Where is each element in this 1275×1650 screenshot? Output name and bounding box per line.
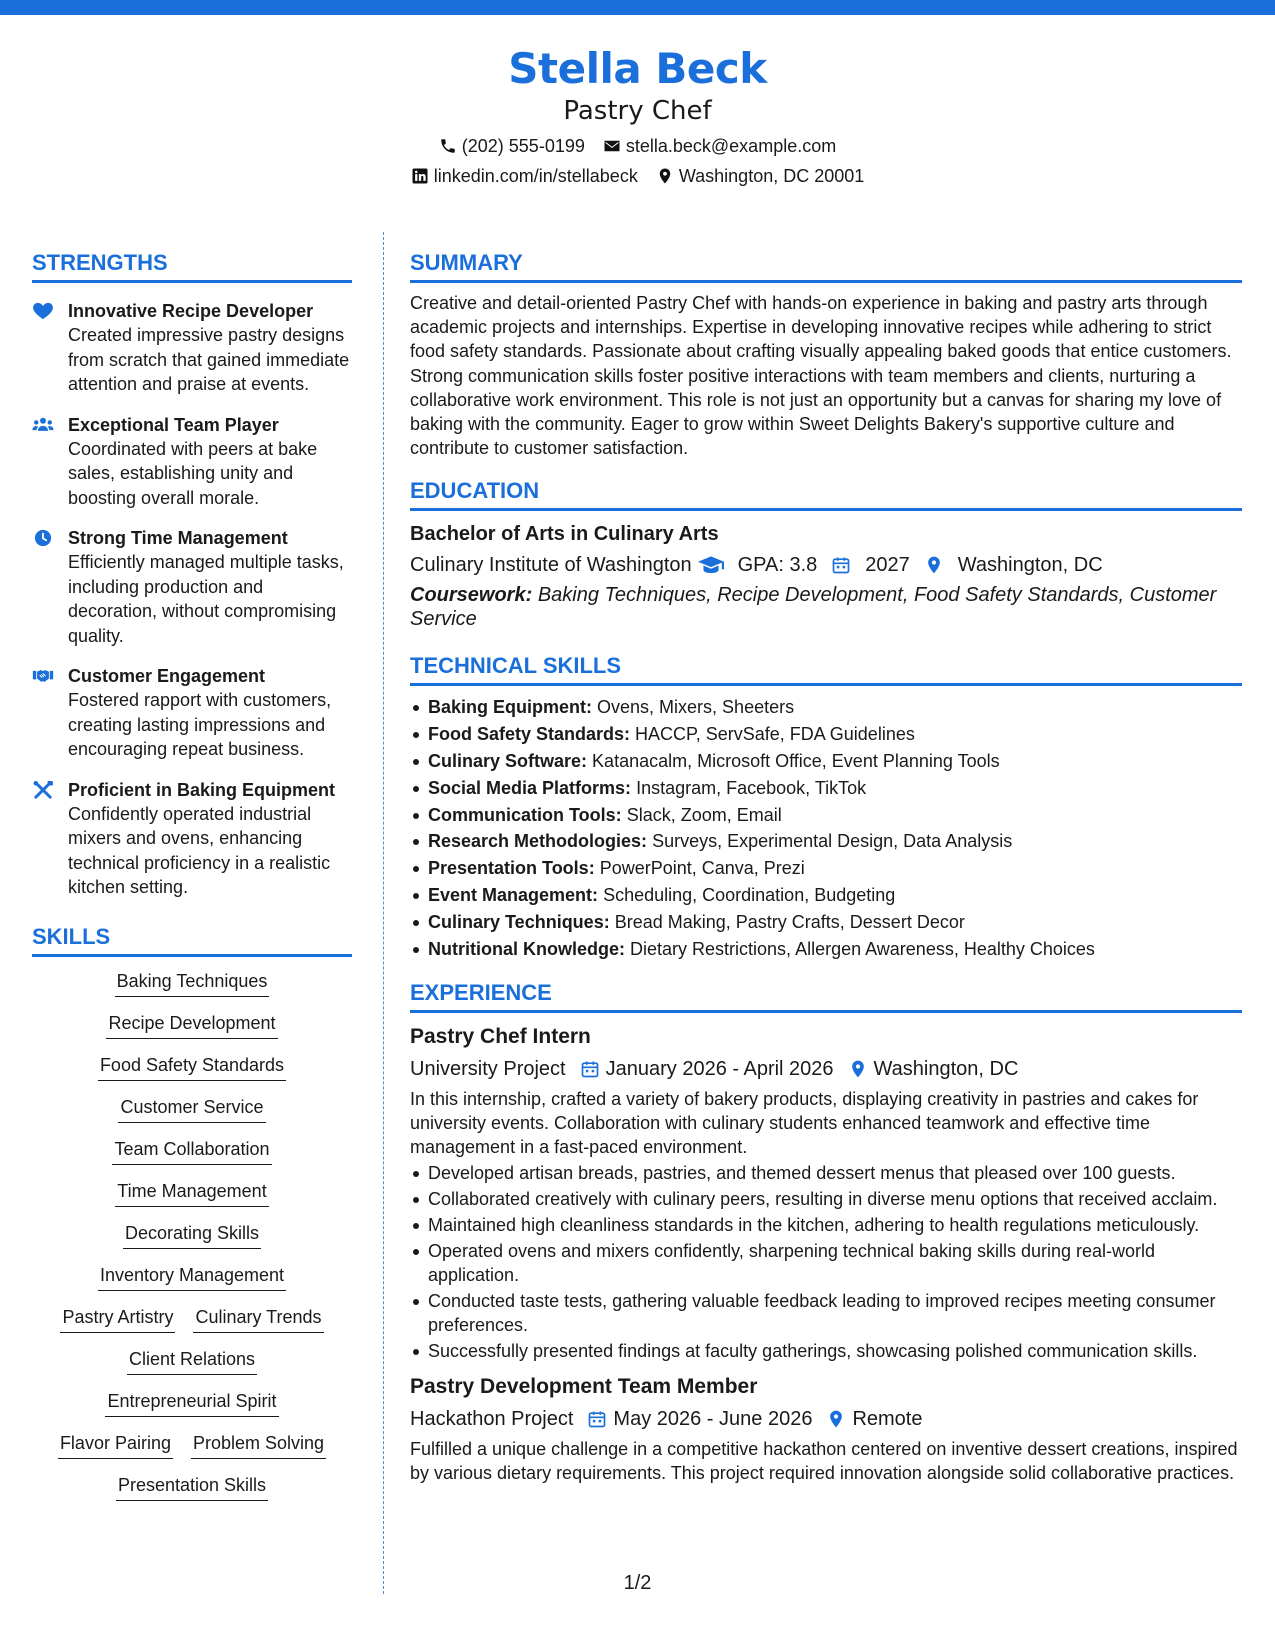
- linkedin-icon: [411, 167, 429, 185]
- gpa: [738, 551, 852, 579]
- skills-section: [32, 924, 352, 1515]
- strength-title: Exceptional Team Player: [68, 414, 279, 435]
- job-bullets: [410, 1161, 1242, 1363]
- strength-title: Strong Time Management: [68, 528, 288, 548]
- contact-row-2: [0, 164, 1275, 188]
- technical-skill-item: [410, 802, 1242, 829]
- job-description: In this internship, crafted a variety of bakery products, displaying creativity in pastries and cakes for university events. Collaboration with culinary students enhanced teamwork and effective time management in a fast-paced environment.: [410, 1089, 1199, 1158]
- technical-skill-label: Presentation Tools:: [428, 858, 595, 879]
- technical-skill-label: Culinary Techniques:: [428, 911, 610, 932]
- gpa-text: GPA: 3.8: [737, 554, 818, 577]
- job-dates-text: January 2026 - April 2026: [605, 1058, 834, 1081]
- skill-tag: Recipe Development: [106, 1011, 277, 1039]
- strength-title: Innovative Recipe Developer: [68, 301, 314, 321]
- technical-skill-value: PowerPoint, Canva, Prezi: [599, 858, 805, 879]
- contact-row-1: [0, 134, 1275, 158]
- job-org-text: University Project: [410, 1058, 566, 1081]
- skill-row: [115, 1179, 268, 1207]
- coursework: [410, 583, 1242, 631]
- skill-row: [123, 1221, 261, 1249]
- school-name: [410, 551, 724, 579]
- technical-skill-value: Dietary Restrictions, Allergen Awareness, Healthy Choices: [630, 938, 1095, 959]
- technical-skill-label: Culinary Software:: [428, 751, 588, 772]
- technical-skill-value: Katanacalm, Microsoft Office, Event Planning Tools: [592, 751, 1000, 772]
- calendar-icon: [831, 555, 851, 575]
- degree-title: Bachelor of Arts in Culinary Arts: [410, 523, 719, 546]
- job-org: [410, 1405, 573, 1433]
- strength-item: [32, 778, 352, 900]
- page-number: 1/2: [623, 1572, 652, 1594]
- skill-row: [115, 969, 270, 997]
- technical-skill-label: Nutritional Knowledge:: [428, 938, 625, 959]
- job-entry: [410, 1373, 1242, 1485]
- technical-skills-title: TECHNICAL SKILLS: [410, 653, 1242, 686]
- summary-section: [410, 250, 1242, 460]
- job-bullet: Conducted taste tests, gathering valuable feedback leading to improved recipes meeting consumer preferences.: [410, 1289, 1242, 1337]
- strength-title: Proficient in Baking Equipment: [68, 779, 336, 800]
- technical-skills-list: [410, 694, 1242, 962]
- technical-skill-item: [410, 775, 1242, 802]
- school-text: Culinary Institute of Washington: [410, 554, 692, 577]
- education-title: EDUCATION: [410, 478, 1242, 511]
- skill-row: [60, 1305, 323, 1333]
- skill-tag: Time Management: [115, 1179, 268, 1207]
- envelope-icon: [603, 137, 621, 155]
- job-meta: [410, 1405, 1242, 1433]
- map-pin-icon: [848, 1059, 868, 1079]
- skill-tag: Entrepreneurial Spirit: [105, 1389, 278, 1417]
- technical-skill-item: [410, 721, 1242, 748]
- skill-row: [106, 1011, 277, 1039]
- technical-skill-value: Instagram, Facebook, TikTok: [636, 777, 867, 798]
- technical-skill-label: Food Safety Standards:: [428, 724, 631, 745]
- location-text: Washington, DC 20001: [678, 166, 865, 186]
- job-bullet: Collaborated creatively with culinary peers, resulting in diverse menu options that received acclaim.: [410, 1187, 1242, 1211]
- strengths-title: STRENGTHS: [32, 250, 352, 283]
- job-org: [410, 1055, 566, 1083]
- skill-tag: Decorating Skills: [123, 1221, 261, 1249]
- technical-skill-value: Bread Making, Pastry Crafts, Dessert Decor: [614, 911, 965, 932]
- technical-skill-label: Communication Tools:: [428, 804, 622, 825]
- job-location: [848, 1055, 1019, 1083]
- education-location-text: Washington, DC: [957, 554, 1103, 577]
- job-title: Pastry Development Team Member: [410, 1375, 758, 1399]
- handshake-icon: [32, 667, 54, 685]
- strength-desc: Created impressive pastry designs from scratch that gained immediate attention and praise at events.: [68, 325, 350, 394]
- skill-row: [105, 1389, 278, 1417]
- skill-tag: Team Collaboration: [112, 1137, 271, 1165]
- skills-list: [32, 969, 352, 1515]
- skill-tag: Presentation Skills: [116, 1473, 268, 1501]
- skill-tag: Problem Solving: [191, 1431, 326, 1459]
- technical-skill-item: [410, 855, 1242, 882]
- strength-item: [32, 526, 352, 648]
- technical-skill-label: Baking Equipment:: [428, 697, 593, 718]
- strength-item: [32, 413, 352, 511]
- experience-title: EXPERIENCE: [410, 980, 1242, 1013]
- job-bullet: Maintained high cleanliness standards in the kitchen, adhering to health regulations meticulously.: [410, 1213, 1242, 1237]
- skill-row: [127, 1347, 257, 1375]
- map-pin-icon: [924, 555, 944, 575]
- phone-contact: [439, 134, 585, 158]
- technical-skill-value: Surveys, Experimental Design, Data Analysis: [652, 831, 1013, 852]
- graduation-year: [865, 551, 944, 579]
- technical-skill-value: Slack, Zoom, Email: [626, 804, 782, 825]
- technical-skill-label: Social Media Platforms:: [428, 777, 632, 798]
- left-column: [32, 250, 352, 1533]
- job-dates: [580, 1055, 834, 1083]
- technical-skill-label: Event Management:: [428, 885, 599, 905]
- skill-tag: Inventory Management: [98, 1263, 286, 1291]
- email-contact[interactable]: [603, 134, 836, 158]
- technical-skill-item: [410, 882, 1242, 909]
- phone-text: (202) 555-0199: [461, 136, 585, 156]
- strength-desc: Fostered rapport with customers, creating lasting impressions and encouraging repeat business.: [68, 690, 332, 759]
- phone-icon: [439, 137, 457, 155]
- clock-icon: [32, 529, 54, 547]
- column-divider: [383, 232, 384, 1594]
- location-contact: [656, 164, 864, 188]
- skill-tag: Culinary Trends: [193, 1305, 323, 1333]
- technical-skill-value: Ovens, Mixers, Sheeters: [597, 697, 795, 718]
- education-meta: [410, 551, 1242, 579]
- skills-title: SKILLS: [32, 924, 352, 957]
- skill-tag: Pastry Artistry: [60, 1305, 175, 1333]
- technical-skill-item: [410, 828, 1242, 855]
- linkedin-contact[interactable]: [411, 164, 638, 188]
- coursework-label: Coursework:: [410, 584, 533, 607]
- technical-skill-item: [410, 909, 1242, 936]
- job-title: Pastry Chef Intern: [410, 1025, 591, 1049]
- skill-tag: Client Relations: [127, 1347, 257, 1375]
- skill-tag: Flavor Pairing: [58, 1431, 173, 1459]
- job-bullet: Developed artisan breads, pastries, and themed dessert menus that pleased over 100 guests.: [410, 1161, 1242, 1185]
- skill-row: [112, 1137, 271, 1165]
- right-column: [410, 250, 1242, 1503]
- graduation-cap-icon: [698, 554, 724, 576]
- year-text: 2027: [865, 554, 910, 577]
- linkedin-text: linkedin.com/in/stellabeck: [433, 166, 638, 186]
- top-accent-bar: [0, 0, 1275, 15]
- technical-skill-value: HACCP, ServSafe, FDA Guidelines: [635, 724, 915, 745]
- technical-skill-value: Scheduling, Coordination, Budgeting: [603, 885, 896, 905]
- resume-header: [0, 44, 1275, 188]
- skill-row: [118, 1095, 265, 1123]
- job-location-text: Remote: [852, 1408, 923, 1431]
- technical-skills-section: [410, 653, 1242, 962]
- job-bullet: Successfully presented findings at faculty gatherings, showcasing polished communication skills.: [410, 1339, 1242, 1363]
- experience-section: [410, 980, 1242, 1485]
- strength-desc: Confidently operated industrial mixers and ovens, enhancing technical proficiency in a realistic kitchen setting.: [68, 803, 331, 897]
- candidate-role: Pastry Chef: [563, 96, 712, 126]
- job-location-text: Washington, DC: [873, 1058, 1019, 1081]
- technical-skill-label: Research Methodologies:: [428, 831, 648, 852]
- job-bullet: Operated ovens and mixers confidently, sharpening technical baking skills during real-world application.: [410, 1239, 1242, 1287]
- job-org-text: Hackathon Project: [410, 1408, 574, 1431]
- coursework-text: Baking Techniques, Recipe Development, Food Safety Standards, Customer Service: [410, 584, 1217, 631]
- summary-text: Creative and detail-oriented Pastry Chef with hands-on experience in baking and pastry arts through academic projects and internships. Expertise in developing innovative recipes while adhering to strict food safety standards. Passionate about crafting visually appealing baked goods that entice customers. Strong communication skills foster positive interactions with team members and clients, nurturing a collaborative work environment. This role is not just an opportunity but a canvas for sharing my love of baking with the community. Eager to grow within Sweet Delights Bakery's supportive culture and contribute to customer satisfaction.: [410, 293, 1232, 459]
- job-meta: [410, 1055, 1242, 1083]
- skill-tag: Baking Techniques: [115, 969, 270, 997]
- technical-skill-item: [410, 936, 1242, 963]
- calendar-icon: [580, 1059, 600, 1079]
- jobs-list: [410, 1023, 1242, 1485]
- strength-desc: Coordinated with peers at bake sales, establishing unity and boosting overall morale.: [68, 438, 318, 508]
- job-description: Fulfilled a unique challenge in a competitive hackathon centered on inventive dessert creations, inspired by various dietary requirements. This project required innovation alongside solid collaborative practices.: [410, 1439, 1238, 1484]
- job-location: [826, 1405, 922, 1433]
- skill-tag: Customer Service: [118, 1095, 265, 1123]
- strength-title: Customer Engagement: [68, 666, 266, 686]
- job-entry: [410, 1023, 1242, 1363]
- summary-title: SUMMARY: [410, 250, 1242, 283]
- candidate-name: Stella Beck: [508, 44, 767, 93]
- technical-skill-item: [410, 694, 1242, 721]
- strengths-section: [32, 250, 352, 900]
- calendar-icon: [587, 1409, 607, 1429]
- strength-desc: Efficiently managed multiple tasks, including production and decoration, without compromising quality.: [68, 552, 344, 646]
- job-dates: [587, 1405, 812, 1433]
- education-section: [410, 478, 1242, 631]
- skill-row: [58, 1431, 326, 1459]
- strength-item: [32, 664, 352, 762]
- heart-icon: [32, 302, 54, 320]
- users-icon: [32, 416, 54, 434]
- skill-tag: Food Safety Standards: [98, 1053, 286, 1081]
- email-text: stella.beck@example.com: [625, 136, 837, 156]
- technical-skill-item: [410, 748, 1242, 775]
- map-pin-icon: [656, 167, 674, 185]
- map-pin-icon: [826, 1409, 846, 1429]
- tools-icon: [32, 781, 54, 799]
- education-location: [958, 551, 1103, 579]
- job-dates-text: May 2026 - June 2026: [613, 1408, 813, 1431]
- skill-row: [98, 1263, 286, 1291]
- strength-item: [32, 299, 352, 397]
- skill-row: [98, 1053, 286, 1081]
- skill-row: [116, 1473, 268, 1501]
